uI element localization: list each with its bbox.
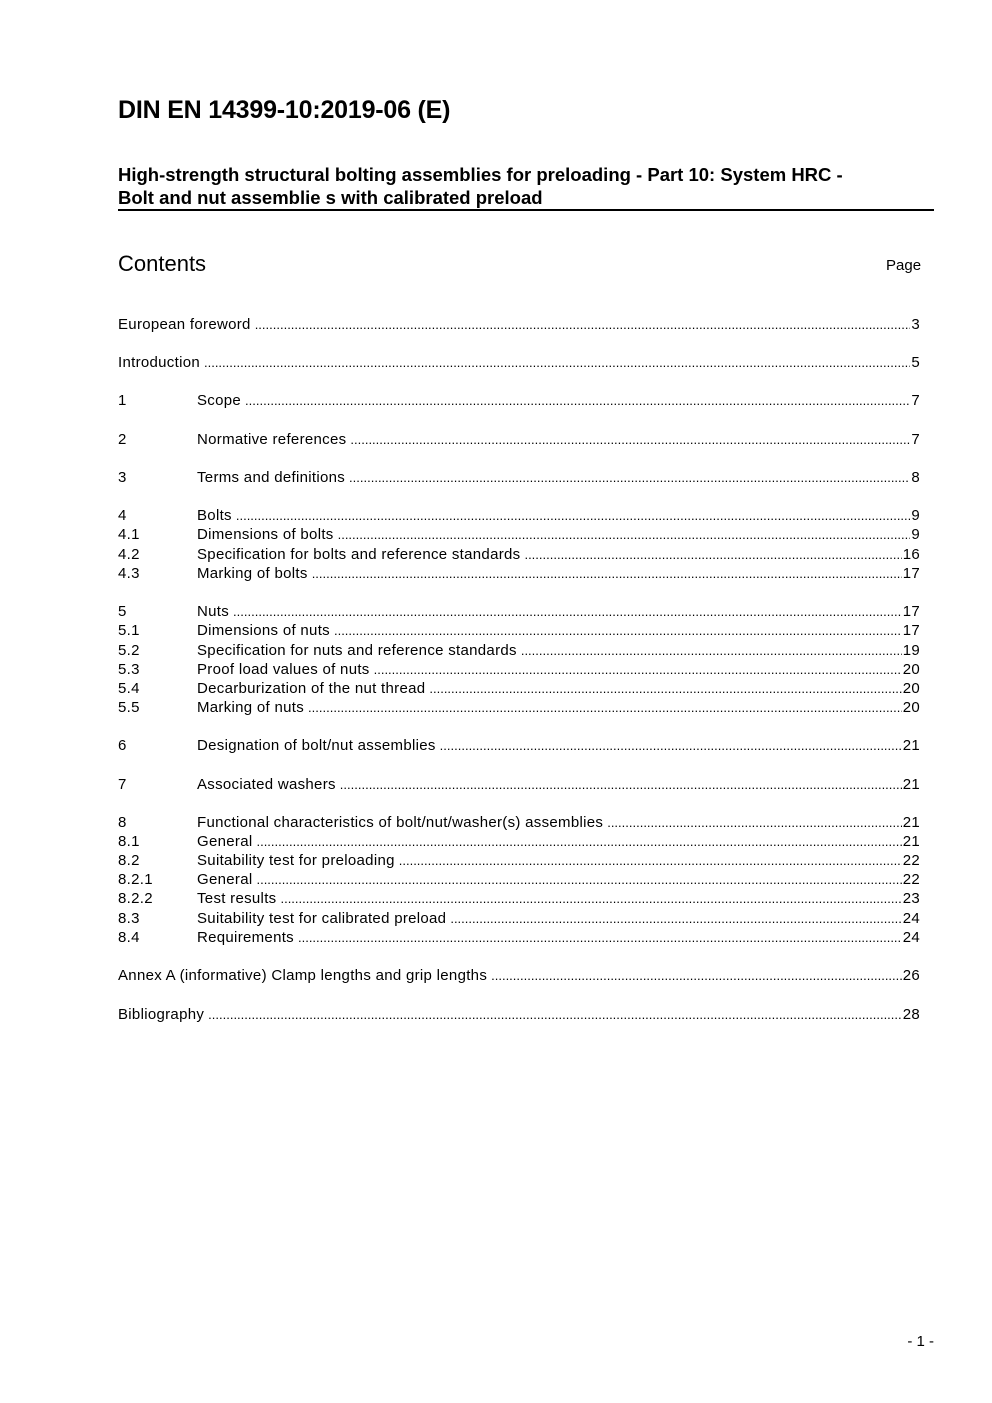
- toc-entry-title: Decarburization of the nut thread: [197, 680, 426, 697]
- toc-entry: [118, 832, 920, 851]
- toc-entry: [118, 736, 920, 755]
- toc-leader-dots: [374, 660, 902, 679]
- document-title-line-2: Bolt and nut assemblie s with calibrated preload: [118, 187, 543, 208]
- toc-entry-page: 21: [902, 776, 920, 793]
- toc-entry-number: 8: [118, 814, 127, 831]
- toc-entry-number: 4.2: [118, 546, 140, 563]
- toc-entry: [118, 621, 920, 640]
- toc-entry-number: 5.4: [118, 680, 140, 697]
- toc-entry-number: 8.2.2: [118, 890, 153, 907]
- toc-entry: [118, 851, 920, 870]
- toc-entry-number: 5.2: [118, 642, 140, 659]
- toc-entry-page: 16: [902, 546, 920, 563]
- toc-entry-title: Proof load values of nuts: [197, 661, 370, 678]
- toc-entry: [118, 775, 920, 794]
- toc-leader-dots: [280, 889, 901, 908]
- toc-entry-number: 3: [118, 469, 127, 486]
- toc-leader-dots: [450, 909, 901, 928]
- toc-entry-number: 5.1: [118, 622, 140, 639]
- toc-leader-dots: [334, 621, 902, 640]
- toc-entry: [118, 909, 920, 928]
- toc-entry-page: 3: [911, 316, 920, 333]
- toc-entry: [118, 1005, 920, 1024]
- toc-entry: [118, 889, 920, 908]
- toc-entry-number: 8.2: [118, 852, 140, 869]
- toc-entry: [118, 564, 920, 583]
- toc-entry-page: 9: [911, 507, 920, 524]
- toc-entry-title: Specification for bolts and reference standards: [197, 546, 521, 563]
- toc-entry-title: Bibliography: [118, 1006, 205, 1023]
- toc-leader-dots: [607, 813, 902, 832]
- toc-entry-title: European foreword: [118, 316, 251, 333]
- toc-entry-page: 9: [911, 526, 920, 543]
- toc-entry: [118, 660, 920, 679]
- page-column-label: Page: [886, 257, 922, 274]
- toc-entry-page: 21: [902, 737, 920, 754]
- toc-entry-title: Dimensions of bolts: [197, 526, 334, 543]
- toc-leader-dots: [233, 602, 902, 621]
- toc-entry-page: 7: [911, 392, 920, 409]
- toc-entry-page: 7: [911, 431, 920, 448]
- toc-entry-number: 5: [118, 603, 127, 620]
- toc-leader-dots: [256, 870, 901, 889]
- toc-leader-dots: [256, 832, 901, 851]
- toc-entry: [118, 545, 920, 564]
- toc-entry-title: Terms and definitions: [197, 469, 346, 486]
- toc-leader-dots: [338, 525, 911, 544]
- toc-entry-page: 20: [902, 661, 920, 678]
- toc-entry: [118, 525, 920, 544]
- toc-entry-page: 20: [902, 699, 920, 716]
- toc-leader-dots: [245, 391, 910, 410]
- toc-leader-dots: [440, 736, 902, 755]
- page-number: - 1 -: [907, 1333, 934, 1350]
- toc-entry-title: General: [197, 871, 253, 888]
- toc-entry: [118, 602, 920, 621]
- toc-entry-number: 4.3: [118, 565, 140, 582]
- toc-entry-title: Annex A (informative) Clamp lengths and grip lengths: [118, 967, 488, 984]
- toc-leader-dots: [208, 1005, 902, 1024]
- toc-entry-page: 20: [902, 680, 920, 697]
- toc-entry: [118, 698, 920, 717]
- toc-entry-number: 4: [118, 507, 127, 524]
- contents-heading: Contents: [118, 251, 207, 276]
- toc-entry: [118, 430, 920, 449]
- toc-leader-dots: [521, 641, 902, 660]
- toc-leader-dots: [524, 545, 901, 564]
- toc-entry: [118, 870, 920, 889]
- toc-entry-title: Scope: [197, 392, 242, 409]
- toc-entry-title: Associated washers: [197, 776, 336, 793]
- toc-entry-title: Suitability test for preloading: [197, 852, 395, 869]
- toc-entry-title: Test results: [197, 890, 277, 907]
- toc-entry-page: 19: [902, 642, 920, 659]
- toc-entry-number: 1: [118, 392, 127, 409]
- toc-leader-dots: [255, 315, 911, 334]
- toc-entry-page: 23: [902, 890, 920, 907]
- toc-entry: [118, 641, 920, 660]
- toc-entry-page: 21: [902, 814, 920, 831]
- toc-entry-title: Marking of bolts: [197, 565, 308, 582]
- toc-entry-title: Suitability test for calibrated preload: [197, 910, 447, 927]
- toc-entry-title: Requirements: [197, 929, 294, 946]
- toc-entry-title: Functional characteristics of bolt/nut/washer(s) assemblies: [197, 814, 604, 831]
- toc-entry-title: Normative references: [197, 431, 347, 448]
- toc-entry-title: General: [197, 833, 253, 850]
- toc-entry-title: Nuts: [197, 603, 230, 620]
- toc-leader-dots: [399, 851, 902, 870]
- toc-entry: [118, 506, 920, 525]
- document-title: [118, 163, 918, 209]
- toc-entry-title: Marking of nuts: [197, 699, 305, 716]
- toc-entry-number: 5.5: [118, 699, 140, 716]
- toc-entry: [118, 966, 920, 985]
- toc-entry-title: Bolts: [197, 507, 232, 524]
- toc-entry-page: 28: [902, 1006, 920, 1023]
- toc-leader-dots: [340, 775, 902, 794]
- toc-entry-page: 17: [902, 565, 920, 582]
- toc-entry-number: 8.4: [118, 929, 140, 946]
- toc-entry: [118, 468, 920, 487]
- toc-entry-page: 22: [902, 871, 920, 888]
- toc-entry-page: 17: [902, 622, 920, 639]
- toc-entry-page: 5: [911, 354, 920, 371]
- toc-leader-dots: [350, 430, 910, 449]
- toc-leader-dots: [491, 966, 902, 985]
- toc-entry-page: 17: [902, 603, 920, 620]
- toc-entry: [118, 353, 920, 372]
- toc-entry-number: 8.1: [118, 833, 140, 850]
- toc-entry-number: 8.3: [118, 910, 140, 927]
- toc-entry-page: 8: [911, 469, 920, 486]
- toc-leader-dots: [308, 698, 902, 717]
- toc-entry: [118, 813, 920, 832]
- toc-entry-number: 8.2.1: [118, 871, 153, 888]
- toc-leader-dots: [298, 928, 902, 947]
- toc-entry: [118, 928, 920, 947]
- toc-entry-number: 2: [118, 431, 127, 448]
- toc-entry-title: Designation of bolt/nut assemblies: [197, 737, 436, 754]
- toc-entry-number: 6: [118, 737, 127, 754]
- toc-entry: [118, 391, 920, 410]
- toc-entry-title: Specification for nuts and reference standards: [197, 642, 517, 659]
- toc-entry-page: 26: [902, 967, 920, 984]
- toc-leader-dots: [349, 468, 910, 487]
- document-title-line-1: High-strength structural bolting assemblies for preloading - Part 10: System HRC -: [118, 164, 843, 185]
- toc-entry: [118, 679, 920, 698]
- toc-entry-title: Dimensions of nuts: [197, 622, 330, 639]
- toc-entry-page: 24: [902, 929, 920, 946]
- toc-leader-dots: [429, 679, 901, 698]
- toc-entry-page: 21: [902, 833, 920, 850]
- toc-entry: [118, 315, 920, 334]
- toc-entry-page: 22: [902, 852, 920, 869]
- title-divider: [118, 209, 934, 211]
- toc-entry-page: 24: [902, 910, 920, 927]
- toc-entry-number: 5.3: [118, 661, 140, 678]
- toc-leader-dots: [236, 506, 910, 525]
- toc-leader-dots: [312, 564, 902, 583]
- toc-leader-dots: [204, 353, 910, 372]
- document-id: DIN EN 14399-10:2019-06 (E): [118, 96, 451, 124]
- toc-entry-number: 4.1: [118, 526, 140, 543]
- toc-entry-title: Introduction: [118, 354, 200, 371]
- toc-entry-number: 7: [118, 776, 127, 793]
